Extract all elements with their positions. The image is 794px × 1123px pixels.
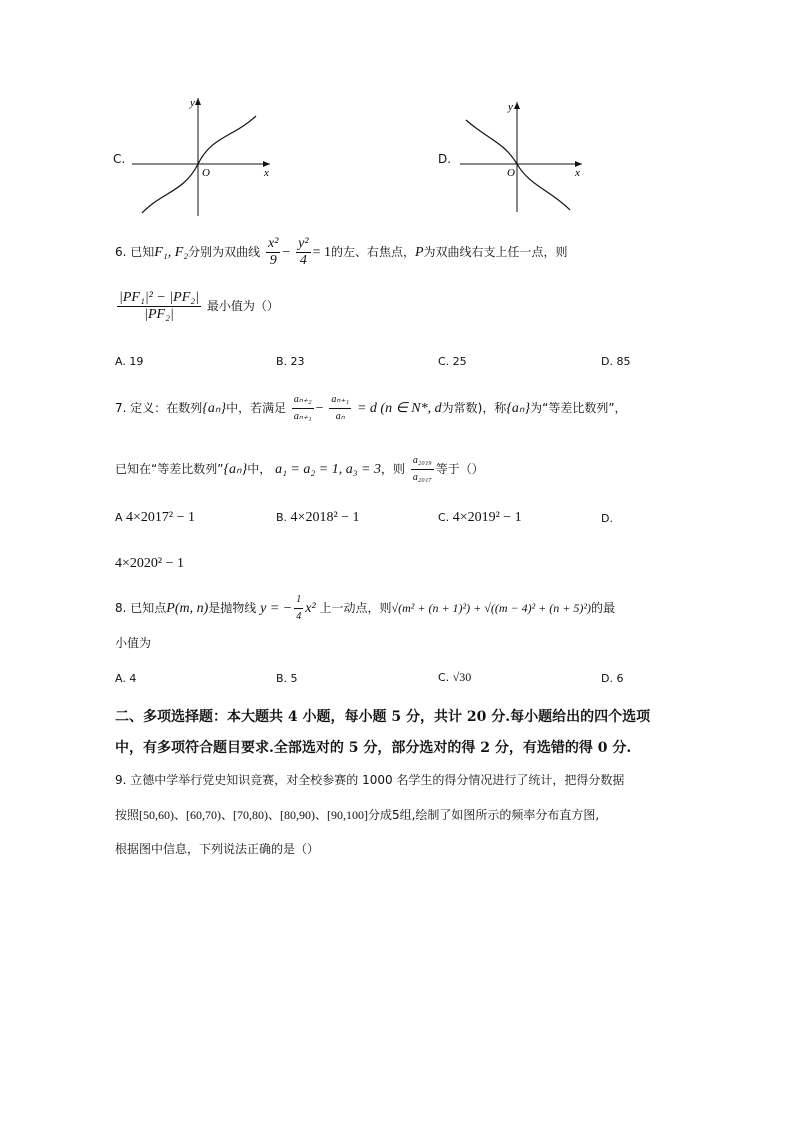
fraction-x2-9: $\frac{\text{x²}}{9}$ (267, 236, 279, 268)
question-8-line1: 8. 已知点P(m, n)是抛物线 y = − $\frac{1}{4}$ x² 上一动点，则√(m² + (n + 1)²) + √((m − 4)² + (n + 5)²)的最 (115, 592, 615, 625)
q7-option-d-value[interactable]: 4×2020² − 1 (115, 556, 184, 571)
q7-option-a[interactable]: A 4×2017² − 1 (115, 510, 196, 525)
y-axis-arrow (195, 98, 201, 105)
y-axis-label: y (190, 97, 195, 109)
origin-label: O (202, 167, 210, 179)
fraction-y2-4: $\frac{\text{y²}}{4}$ (298, 236, 309, 268)
question-number: 6. (115, 245, 127, 259)
graph-c (128, 92, 278, 220)
option-d-label: D. (438, 152, 452, 166)
fraction-a-n2: $\frac{\text{aₙ₊₂}}{\text{aₙ₊₁}}$ (293, 394, 312, 422)
q7-option-c[interactable]: C. 4×2019² − 1 (438, 510, 522, 525)
question-9-line2: 按照[50,60)、[60,70)、[70,80)、[80,90)、[90,100]分成5组,绘制了如图所示的频率分布直方图, (115, 808, 600, 822)
section-heading-line2: 中，有多项符合题目要求.全部选对的 5 分，部分选对的得 2 分，有选错的得 0 分. (115, 740, 632, 756)
q6-option-c[interactable]: C. 25 (438, 355, 467, 368)
x-axis-label: x (264, 167, 269, 179)
fraction-a-n1: $\frac{\text{aₙ₊₁}}{\text{aₙ}}$ (331, 394, 350, 422)
q8-option-c[interactable]: C. √30 (438, 670, 472, 684)
q8-option-b[interactable]: B. 5 (276, 672, 298, 685)
option-c-label: C. (113, 152, 126, 166)
expression-fraction: $\frac{\text{|PF₁|² − |PF₂|}}{\text{|PF₂|}}$ (119, 290, 199, 322)
fraction-1-4: $\frac{1}{4}$ (296, 594, 302, 622)
q6-option-a[interactable]: A. 19 (115, 355, 144, 368)
y-axis-label: y (508, 101, 513, 113)
fraction-a2019-a2017: $\frac{\text{a₂₀₁₉}}{\text{a₂₀₁₇}}$ (412, 455, 432, 483)
question-9-line1: 9. 立德中学举行党史知识竞赛，对全校参赛的 1000 名学生的得分情况进行了统计，把得分数据 (115, 773, 625, 787)
question-8-line2: 小值为 (115, 636, 152, 650)
origin-label: O (507, 167, 515, 179)
graph-d (450, 98, 590, 216)
question-6-line1: 6. 已知F₁, F₂分别为双曲线 $\frac{\text{x²}}{9}$ − $\frac{\text{y²}}{4}$ = 1的左、右焦点，P为双曲线右支上任一点，则 (115, 236, 568, 268)
q6-option-b[interactable]: B. 23 (276, 355, 305, 368)
y-axis-arrow (514, 102, 520, 109)
q8-option-a[interactable]: A. 4 (115, 672, 137, 685)
curve-d (466, 120, 570, 210)
q7-option-d[interactable]: D. (601, 512, 613, 525)
question-7-line2: 已知在“等差比数列”{aₙ}中， a₁ = a₂ = 1, a₃ = 3，则 $\frac{\text{a₂₀₁₉}}{\text{a₂₀₁₇}}$ 等于（） (115, 453, 484, 486)
q7-option-b[interactable]: B. 4×2018² − 1 (276, 510, 360, 525)
q8-option-d[interactable]: D. 6 (601, 672, 624, 685)
question-6-line2: $\frac{\text{|PF₁|² − |PF₂|}}{\text{|PF₂|}}$ 最小值为（） (119, 290, 279, 322)
distance-expression: √(m² + (n + 1)²) + √((m − 4)² + (n + 5)²) (391, 601, 591, 615)
question-9-line3: 根据图中信息，下列说法正确的是（） (115, 842, 320, 856)
q6-option-d[interactable]: D. 85 (601, 355, 631, 368)
section-heading-line1: 二、多项选择题：本大题共 4 小题，每小题 5 分，共计 20 分.每小题给出的四个选项 (115, 709, 651, 725)
question-7-line1: 7. 定义：在数列{aₙ}中，若满足 $\frac{\text{aₙ₊₂}}{\text{aₙ₊₁}}$ − $\frac{\text{aₙ₊₁}}{\text{aₙ}}$ = d (n ∈ N*, d为常数)，称{aₙ}为“等差比数列”， (115, 392, 627, 425)
x-axis-label: x (575, 167, 580, 179)
